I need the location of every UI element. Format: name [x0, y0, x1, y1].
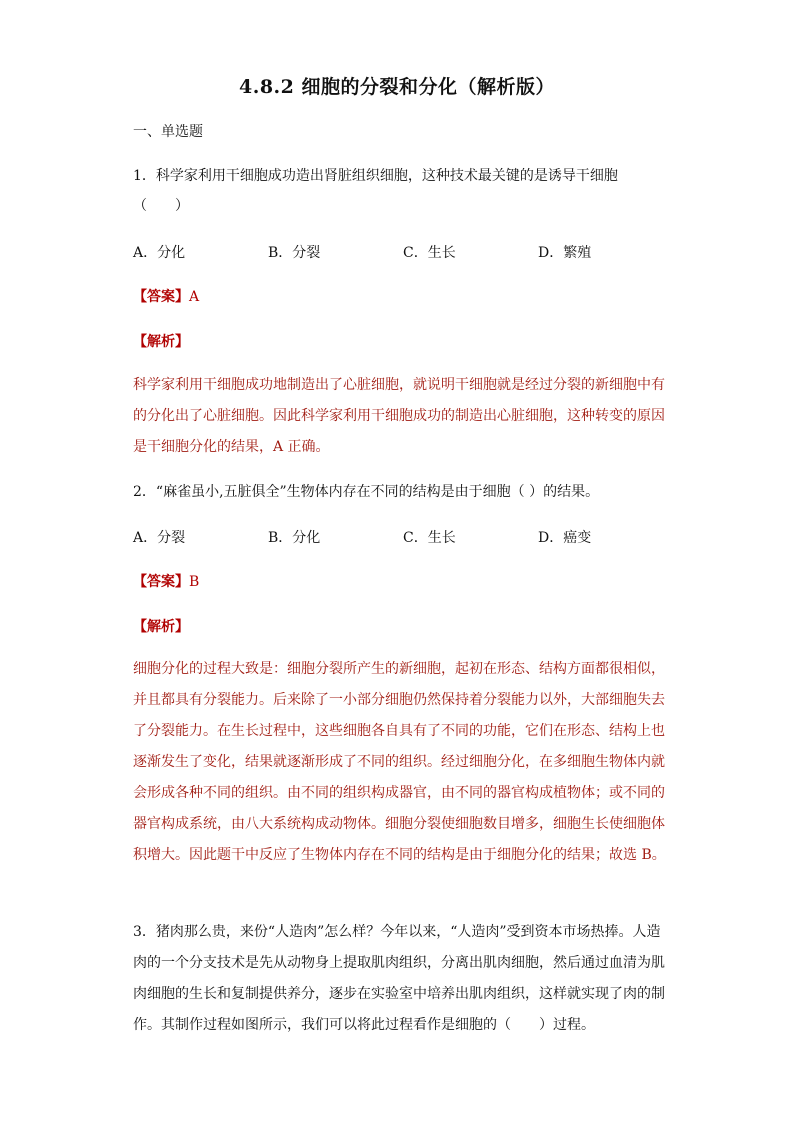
question-1-option-b: B．分裂 [268, 245, 321, 261]
answer-tag: 【答案】 [133, 289, 189, 305]
question-1-option-c: C．生长 [403, 245, 456, 261]
explanation-line: 是干细胞分化的结果，A 正确。 [133, 439, 330, 455]
question-3-line: 肉的一个分支技术是先从动物身上提取肌肉组织，分离出肌肉细胞，然后通过血清为肌 [133, 955, 665, 971]
question-3-line: 肉细胞的生长和复制提供养分，逐步在实验室中培养出肌肉组织，这样就实现了肉的制 [133, 986, 665, 1002]
question-2-answer [133, 571, 673, 591]
explanation-line: 了分裂能力。在生长过程中，这些细胞各自具有了不同的功能，它们在形态、结构上也 [133, 723, 665, 739]
question-1-explain-heading [133, 331, 673, 351]
question-2-option-a: A．分裂 [133, 530, 186, 546]
explanation-line: 的分化出了心脏细胞。因此科学家利用干细胞成功的制造出心脏细胞，这种转变的原因 [133, 408, 665, 424]
explanation-line: 并且都具有分裂能力。后来除了一小部分细胞仍然保持着分裂能力以外，大部细胞失去 [133, 692, 665, 708]
question-1-answer [133, 286, 673, 306]
question-1-explanation [133, 370, 673, 463]
question-1-line-1: 1．科学家利用干细胞成功造出肾脏组织细胞，这种技术最关键的是诱导干细胞 [133, 168, 618, 184]
section-heading: 一、单选题 [133, 124, 203, 140]
explanation-line: 细胞分化的过程大致是：细胞分裂所产生的新细胞，起初在形态、结构方面都很相似， [133, 661, 665, 677]
explanation-line: 会形成各种不同的组织。由不同的组织构成器官，由不同的器官构成植物体；或不同的 [133, 785, 665, 801]
answer-value: A [189, 289, 200, 305]
document-title: 4.8.2 细胞的分裂和分化（解析版） [238, 76, 555, 98]
answer-value: B [189, 574, 200, 590]
question-2-option-b: B．分化 [268, 530, 321, 546]
question-1-options [133, 242, 673, 262]
question-1-stem [133, 161, 673, 221]
question-3-stem [133, 917, 673, 1041]
question-1-option-d: D．繁殖 [538, 245, 592, 261]
question-3-line: 3．猪肉那么贵，来份“人造肉”怎么样？今年以来，“人造肉”受到资本市场热捧。人造 [133, 924, 661, 940]
question-2-option-d: D．癌变 [538, 530, 592, 546]
explanation-line: 器官构成系统，由八大系统构成动物体。细胞分裂使细胞数目增多，细胞生长使细胞体 [133, 816, 665, 832]
explain-tag: 【解析】 [133, 619, 189, 635]
question-1-option-a: A．分化 [133, 245, 186, 261]
explanation-line: 积增大。因此题干中反应了生物体内存在不同的结构是由于细胞分化的结果；故选 B。 [133, 847, 666, 863]
question-3-line: 作。其制作过程如图所示，我们可以将此过程看作是细胞的（ ）过程。 [133, 1017, 595, 1033]
question-2-explain-heading [133, 616, 673, 636]
question-1-line-2: （ ） [133, 198, 189, 214]
question-2-explanation [133, 654, 673, 871]
explanation-line: 逐渐发生了变化，结果就逐渐形成了不同的组织。经过细胞分化，在多细胞生物体内就 [133, 754, 665, 770]
explanation-line: 科学家利用干细胞成功地制造出了心脏细胞，就说明干细胞就是经过分裂的新细胞中有 [133, 377, 665, 393]
explain-tag: 【解析】 [133, 334, 189, 350]
question-2-option-c: C．生长 [403, 530, 456, 546]
question-2-stem [133, 477, 673, 507]
question-2-options [133, 527, 673, 547]
question-2-line-1: 2．“麻雀虽小,五脏俱全”生物体内存在不同的结构是由于细胞（ ）的结果。 [133, 484, 600, 500]
answer-tag: 【答案】 [133, 574, 189, 590]
